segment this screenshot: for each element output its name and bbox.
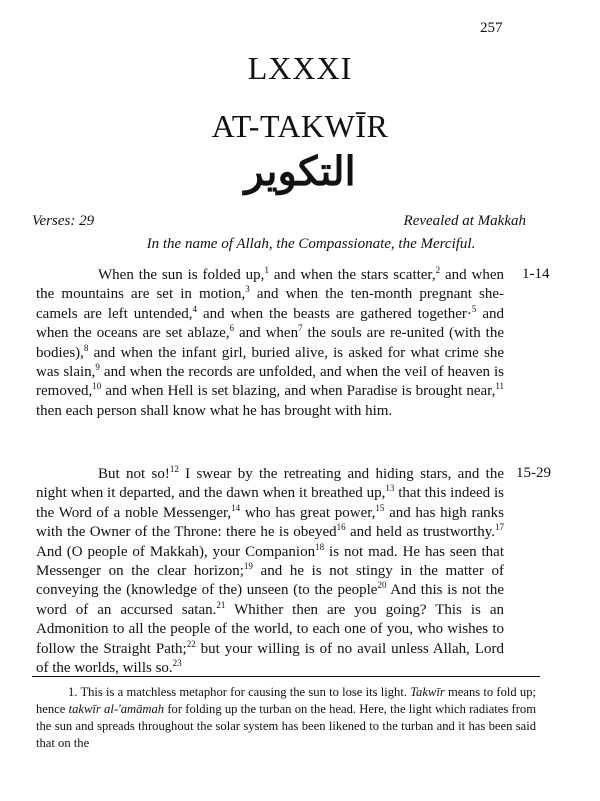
footnote-1: 1. This is a matchless metaphor for causing the sun to lose its light. Takwīr means to fold up; hence takwīr al-'amāmah for folding up the turban on the head. Here, the light which radiates from the sun and spreads throughout the solar system has been likened to the turban and it has been said that on the [36, 685, 536, 750]
surah-title: AT-TAKWĪR [211, 108, 389, 144]
footnote-marker: 22 [186, 638, 196, 649]
footnote-marker: 10 [92, 381, 102, 392]
basmala: In the name of Allah, the Compassionate, the Merciful. [146, 236, 476, 252]
arabic-title: التكوير [244, 149, 356, 194]
footnote-marker: 15 [375, 502, 385, 513]
footnote-marker: 12 [169, 464, 179, 474]
transliterated-term: Takwīr [410, 685, 445, 699]
footnote-marker: 11 [495, 381, 504, 392]
translation-paragraph-2: But not so!$^{12}$ I swear by the retreating and hiding stars, and the night when it departed, and the dawn when it breathed up,$^{13}$ that this indeed is the Word of a noble Messenger,$^{14}$ who has great power,$^{15}$ and has high ranks with the Owner of the Throne: there he is obeyed$^{16}$ and held as trustworthy.$^{17}$ And (O people of Makkah), your Companion$^{18}$ is not mad. He has seen that Messenger on the clear horizon;$^{19}$ and he is not stingy in the matter of conveying the (knowledge of the) unseen (to the people$^{20}$ And this is not the word of an accursed satan.$^{21}$ Whither then are you going? This is an Admonition to all the people of the world, to each one of you, who wishes to follow the Straight Path;$^{22}$ but your willing is of no avail unless Allah, Lord of the worlds, wills so.$^{23}$ [36, 464, 505, 677]
translation-paragraph-1: When the sun is folded up,$^1$ and when the stars scatter,$^2$ and when the mountains are set in motion,$^3$ and when the ten-month pregnant she-camels are left untended,$^4$ and when the beasts are gathered together·$^5$ and when the oceans are set ablaze,$^6$ and when$^7$ the souls are re-united (with the bodies),$^8$ and when the infant girl, buried alive, is asked for what crime she was slain,$^9$ and when the records are unfolded, and when the veil of heaven is removed,$^{10}$ and when Hell is set blazing, and when Paradise is brought near,$^{11}$ then each person shall know what he has brought with him. [36, 265, 505, 419]
page-number: 257 [480, 20, 503, 36]
footnote-divider [32, 676, 540, 677]
footnote-marker: 6 [229, 323, 234, 334]
footnote-marker: 13 [385, 483, 395, 494]
verse-range-2: 15-29 [516, 465, 551, 481]
verse-range-1: 1-14 [522, 266, 550, 282]
footnote-marker: 14 [231, 502, 241, 513]
footnote-marker: 19 [243, 561, 253, 572]
footnote-marker: 23 [172, 658, 182, 669]
footnote-marker: 1 [264, 265, 269, 275]
footnote-marker: 20 [377, 580, 387, 591]
chapter-number: LXXXI [247, 50, 353, 86]
footnote-marker: 9 [95, 362, 100, 373]
footnote-marker: 18 [315, 541, 325, 552]
footnote-marker: 2 [435, 265, 441, 275]
footnote-marker: 8 [83, 342, 89, 353]
verses-count: Verses: 29 [32, 213, 95, 229]
revelation-place: Revealed at Makkah [403, 213, 526, 229]
footnote-marker: 21 [216, 599, 226, 610]
footnote-marker: 17 [495, 522, 504, 533]
footnote-marker: 7 [298, 323, 303, 334]
transliterated-term: takwīr al-'amāmah [68, 702, 165, 716]
footnote-marker: 3 [245, 284, 250, 295]
footnote-marker: 4 [192, 303, 198, 314]
footnote-marker: 16 [336, 522, 346, 533]
footnote-marker: 5 [471, 303, 477, 314]
